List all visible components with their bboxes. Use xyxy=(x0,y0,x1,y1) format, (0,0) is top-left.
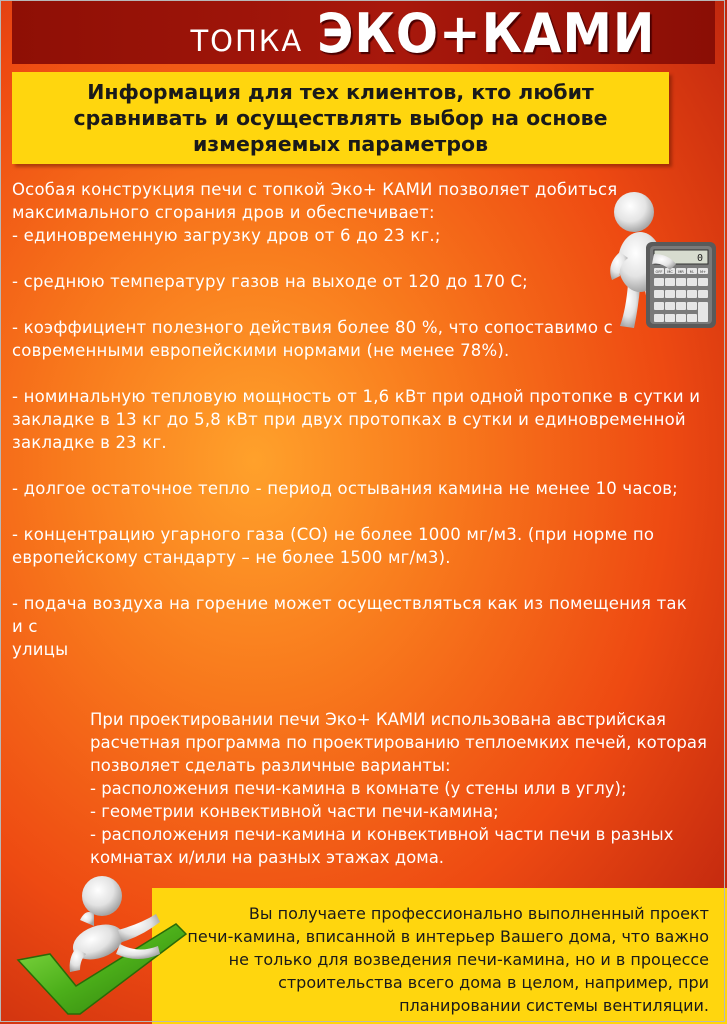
text-line: Особая конструкция печи с топкой Эко+ КАМИ позволяет добиться xyxy=(12,180,618,199)
header-title xyxy=(190,0,685,64)
text-line: расчетная программа по проектированию теплоемких печей, которая xyxy=(90,733,707,752)
calc-key-label: M- xyxy=(689,270,695,274)
calc-key-label: M+ xyxy=(699,270,707,274)
text-line: современными европейскими нормами (не менее 78%). xyxy=(12,341,510,360)
intro-box xyxy=(12,72,669,164)
calculator-display: 0 xyxy=(696,253,703,264)
text-line: максимального сгорания дров и обеспечивает: xyxy=(12,203,435,222)
text-line: - единовременную загрузку дров от 6 до 23 кг.; xyxy=(12,226,441,245)
text-line: позволяет сделать различные варианты: xyxy=(90,756,451,775)
bottom-box xyxy=(152,888,727,1024)
text-line: При проектировании печи Эко+ КАМИ использована австрийская xyxy=(90,710,666,729)
bottom-text xyxy=(169,902,709,1017)
man-on-checkmark-icon xyxy=(10,868,190,1018)
header-bar xyxy=(12,0,715,64)
text-line: комнатах и/или на разных этажах дома. xyxy=(90,848,445,867)
text-line: - концентрацию угарного газа (СО) не более 1000 мг/м3. (при норме по xyxy=(12,525,655,544)
text-line: - подача воздуха на горение может осуществляться как из помещения так и с xyxy=(12,594,687,636)
man-with-calculator-icon xyxy=(598,184,720,332)
text-line: - среднюю температуру газов на выходе от 120 до 170 С; xyxy=(12,272,528,291)
bottom-paragraph xyxy=(169,902,709,1017)
design-program-text xyxy=(90,708,710,869)
text-line: закладке в 23 кг. xyxy=(12,433,167,452)
text-line: - номинальную тепловую мощность от 1,6 кВт при одной протопке в сутки и xyxy=(12,387,701,406)
text-line: Вы получаете профессионально выполненный проект xyxy=(248,904,709,923)
calc-key-label: OFF xyxy=(655,270,663,274)
intro-line: измеряемых параметров xyxy=(192,132,489,156)
text-line: европейскому стандарту – не более 1500 мг/м3). xyxy=(12,548,451,567)
design-program-paragraph xyxy=(90,708,710,869)
text-line: - долгое остаточное тепло - период остывания камина не менее 10 часов; xyxy=(12,479,678,498)
text-line: улицы xyxy=(12,640,69,659)
text-line: не только для возведения печи-камина, но и в процессе xyxy=(228,950,709,969)
calc-key-label: MC xyxy=(667,270,673,274)
paragraph-co xyxy=(12,523,702,569)
calc-key-label: MR xyxy=(678,270,684,274)
text-line: строительства всего дома в целом, например, при xyxy=(278,973,709,992)
paragraph-residual-heat xyxy=(12,477,702,500)
text-line: - расположения печи-камина и конвективной части печи в разных xyxy=(90,825,674,844)
text-line: - геометрии конвективной части печи-камина; xyxy=(90,802,499,821)
text-line: - коэффициент полезного действия более 80 %, что сопоставимо с xyxy=(12,318,613,337)
text-line: - расположения печи-камина в комнате (у стены или в углу); xyxy=(90,779,627,798)
paragraph-air-supply xyxy=(12,592,702,661)
paragraph-power xyxy=(12,385,702,454)
header-big-title: ЭКО+КАМИ xyxy=(317,2,656,65)
intro-line: Информация для тех клиентов, кто любит xyxy=(87,80,594,104)
intro-heading xyxy=(60,79,622,157)
header-small-title: ТОПКА xyxy=(190,24,304,58)
text-line: закладке в 13 кг до 5,8 кВт при двух протопках в сутки и единовременной xyxy=(12,410,686,429)
text-line: планировании системы вентиляции. xyxy=(399,996,709,1015)
intro-line: сравнивать и осуществлять выбор на основе xyxy=(73,106,608,130)
text-line: печи-камина, вписанной в интерьер Вашего дома, что важно xyxy=(187,927,709,946)
